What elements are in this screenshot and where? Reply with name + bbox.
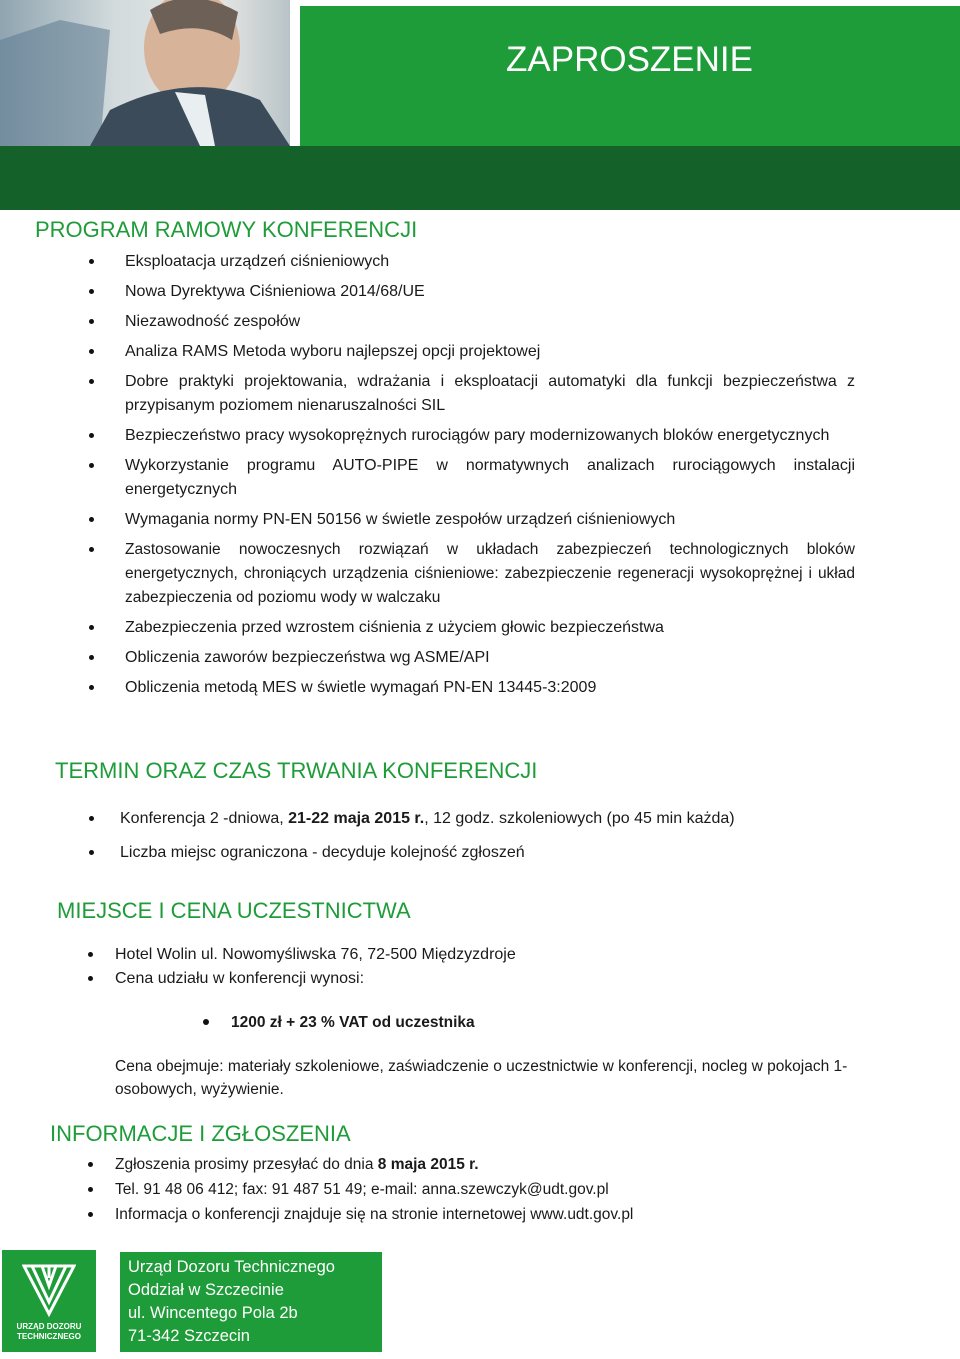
list-item: Cena udziału w konferencji wynosi:	[115, 967, 875, 991]
term-heading: TERMIN ORAZ CZAS TRWANIA KONFERENCJI	[55, 758, 538, 783]
term-list	[120, 807, 840, 875]
info-list	[115, 1153, 875, 1228]
logo-text-line: TECHNICZNEGO	[17, 1332, 81, 1341]
list-item: Analiza RAMS Metoda wyboru najlepszej opcji projektowej	[125, 340, 855, 364]
list-item: Hotel Wolin ul. Nowomyśliwska 76, 72-500 Międzyzdroje	[115, 943, 875, 967]
term-text: Konferencja 2 -dniowa,	[120, 810, 289, 827]
info-text: Zgłoszenia prosimy przesyłać do dnia	[115, 1156, 378, 1173]
header-band	[0, 146, 960, 210]
list-item: Zabezpieczenia przed wzrostem ciśnienia z użyciem głowic bezpieczeństwa	[125, 616, 855, 640]
logo-text-line: URZĄD DOZORU	[16, 1322, 82, 1331]
info-heading: INFORMACJE I ZGŁOSZENIA	[50, 1121, 351, 1146]
list-item: Wykorzystanie programu AUTO-PIPE w normatywnych analizach rurociągowych instalacji energetycznych	[125, 454, 855, 502]
list-item: Informacja o konferencji znajduje się na stronie internetowej www.udt.gov.pl	[115, 1203, 875, 1227]
header-banner	[300, 6, 960, 146]
list-item: Bezpieczeństwo pracy wysokoprężnych rurociągów pary modernizowanych bloków energetycznych	[125, 424, 855, 448]
program-list	[125, 250, 855, 706]
term-text: , 12 godz. szkoleniowych (po 45 min każda)	[424, 810, 735, 827]
list-item: Zastosowanie nowoczesnych rozwiązań w układach zabezpieczeń technologicznych bloków energetycznych, chroniących urządzenia ciśnieniowe: zabezpieczenie regeneracji wysokoprężnej i układ zabezpieczenia od poziomu wody w walczaku	[125, 538, 855, 610]
list-item: Tel. 91 48 06 412; fax: 91 487 51 49; e-mail: anna.szewczyk@udt.gov.pl	[115, 1178, 875, 1202]
address-line: 71-342 Szczecin	[128, 1327, 250, 1345]
list-item: Dobre praktyki projektowania, wdrażania i eksploatacji automatyki dla funkcji bezpieczeństwa z przypisanym poziomem nienaruszalności SIL	[125, 370, 855, 418]
address-line: Urząd Dozoru Technicznego	[128, 1258, 335, 1276]
deadline-date: 8 maja 2015 r.	[377, 1156, 479, 1173]
list-item: Eksploatacja urządzeń ciśnieniowych	[125, 250, 855, 274]
udt-logo	[2, 1250, 96, 1352]
list-item: Obliczenia metodą MES w świetle wymagań PN-EN 13445-3:2009	[125, 676, 855, 700]
address-line: ul. Wincentego Pola 2b	[128, 1304, 298, 1322]
price-list	[231, 1011, 631, 1035]
address-box	[120, 1252, 382, 1352]
address-line: Oddział w Szczecinie	[128, 1281, 284, 1299]
list-item: Wymagania normy PN-EN 50156 w świetle zespołów urządzeń ciśnieniowych	[125, 508, 855, 532]
list-item: Nowa Dyrektywa Ciśnieniowa 2014/68/UE	[125, 280, 855, 304]
header-photo	[0, 0, 290, 146]
price-note: Cena obejmuje: materiały szkoleniowe, zaświadczenie o uczestnictwie w konferencji, nocleg w pokojach 1-osobowych, wyżywienie.	[115, 1058, 848, 1098]
program-heading: PROGRAM RAMOWY KONFERENCJI	[35, 217, 418, 242]
udt-emblem-icon	[22, 1262, 76, 1318]
location-list	[115, 943, 875, 991]
list-item: Liczba miejsc ograniczona - decyduje kolejność zgłoszeń	[120, 841, 840, 865]
list-item	[120, 807, 840, 831]
page-title: ZAPROSZENIE	[506, 40, 753, 79]
location-heading: MIEJSCE I CENA UCZESTNICTWA	[57, 898, 411, 923]
price-value: 1200 zł + 23 % VAT od uczestnika	[231, 1011, 631, 1035]
conference-dates: 21-22 maja 2015 r.	[288, 810, 425, 827]
list-item: Niezawodność zespołów	[125, 310, 855, 334]
businessman-photo-illustration	[0, 0, 290, 146]
list-item	[115, 1153, 875, 1177]
list-item: Obliczenia zaworów bezpieczeństwa wg ASME/API	[125, 646, 855, 670]
